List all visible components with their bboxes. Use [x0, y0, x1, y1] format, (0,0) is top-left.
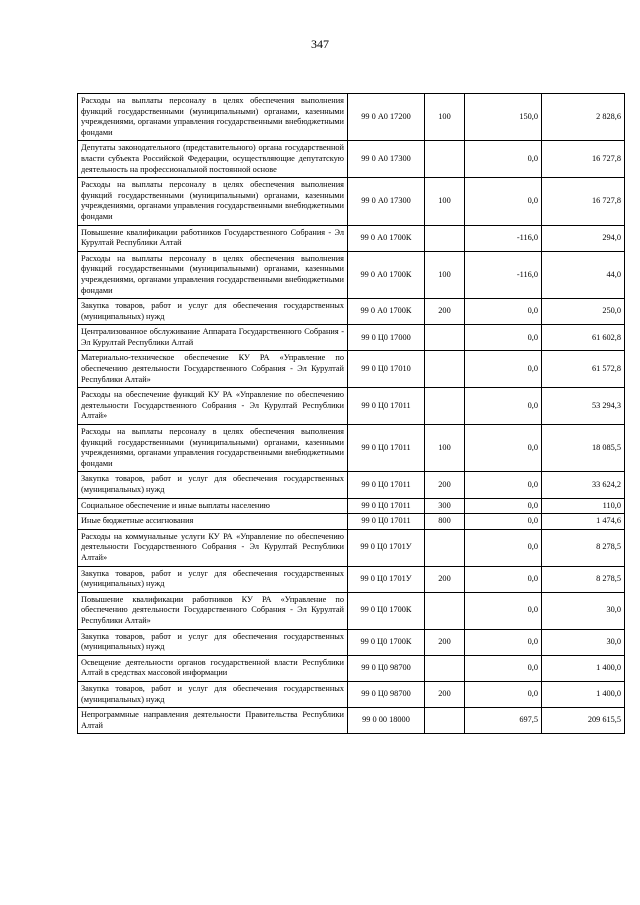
table-row	[78, 514, 625, 530]
row-total-amount-cell: 250,0	[542, 299, 625, 325]
table-row	[78, 178, 625, 225]
row-code-cell: 99 0 А0 1700К	[348, 251, 425, 298]
row-code-cell: 99 0 А0 17300	[348, 178, 425, 225]
row-expense-type-cell	[425, 351, 465, 388]
row-code-cell: 99 0 Ц0 98700	[348, 655, 425, 681]
row-code-cell: 99 0 Ц0 17011	[348, 514, 425, 530]
row-expense-type-cell	[425, 529, 465, 566]
row-change-amount-cell: 0,0	[465, 351, 542, 388]
row-change-amount-cell: 0,0	[465, 178, 542, 225]
row-total-amount-cell: 33 624,2	[542, 472, 625, 498]
row-name-cell: Закупка товаров, работ и услуг для обеспечения государственных (муниципальных) нужд	[78, 681, 348, 707]
row-expense-type-cell	[425, 592, 465, 629]
table-row	[78, 351, 625, 388]
row-total-amount-cell: 110,0	[542, 498, 625, 514]
row-name-cell: Освещение деятельности органов государственной власти Республики Алтай в средствах массовой информации	[78, 655, 348, 681]
row-code-cell: 99 0 Ц0 17010	[348, 351, 425, 388]
row-name-cell: Централизованное обслуживание Аппарата Государственного Собрания - Эл Курултай Республики Алтай	[78, 325, 348, 351]
row-change-amount-cell: 697,5	[465, 708, 542, 734]
row-change-amount-cell: -116,0	[465, 251, 542, 298]
row-change-amount-cell: 0,0	[465, 299, 542, 325]
row-total-amount-cell: 30,0	[542, 629, 625, 655]
table-row	[78, 529, 625, 566]
row-expense-type-cell: 100	[425, 251, 465, 298]
row-change-amount-cell: 0,0	[465, 529, 542, 566]
row-expense-type-cell: 200	[425, 629, 465, 655]
row-name-cell: Расходы на обеспечение функций КУ РА «Управление по обеспечению деятельности Государственного Собрания - Эл Курултай Республики Алтай»	[78, 388, 348, 425]
table-row	[78, 325, 625, 351]
row-code-cell: 99 0 Ц0 1700К	[348, 592, 425, 629]
row-total-amount-cell: 8 278,5	[542, 566, 625, 592]
row-total-amount-cell: 16 727,8	[542, 178, 625, 225]
row-change-amount-cell: 0,0	[465, 325, 542, 351]
row-expense-type-cell: 300	[425, 498, 465, 514]
row-name-cell: Непрограммные направления деятельности Правительства Республики Алтай	[78, 708, 348, 734]
table-row	[78, 629, 625, 655]
table-row	[78, 94, 625, 141]
row-expense-type-cell	[425, 708, 465, 734]
row-code-cell: 99 0 Ц0 17011	[348, 425, 425, 472]
row-expense-type-cell	[425, 325, 465, 351]
row-name-cell: Расходы на выплаты персоналу в целях обеспечения выполнения функций государственными (муниципальными) органами, казенными учреждениями, органами управления государственными внебюджетными фондами	[78, 94, 348, 141]
page-number: 347	[311, 37, 329, 51]
table-row	[78, 472, 625, 498]
row-code-cell: 99 0 А0 17200	[348, 94, 425, 141]
row-name-cell: Депутаты законодательного (представительного) органа государственной власти субъекта Российской Федерации, осуществляющие депутатскую деятельность на профессиональной постоянной основе	[78, 141, 348, 178]
row-change-amount-cell: 0,0	[465, 425, 542, 472]
row-expense-type-cell	[425, 141, 465, 178]
table-row	[78, 655, 625, 681]
row-name-cell: Иные бюджетные ассигнования	[78, 514, 348, 530]
row-change-amount-cell: 0,0	[465, 514, 542, 530]
row-change-amount-cell: 150,0	[465, 94, 542, 141]
row-expense-type-cell: 200	[425, 681, 465, 707]
row-change-amount-cell: -116,0	[465, 225, 542, 251]
row-total-amount-cell: 2 828,6	[542, 94, 625, 141]
row-code-cell: 99 0 А0 17300	[348, 141, 425, 178]
row-change-amount-cell: 0,0	[465, 566, 542, 592]
table-row	[78, 141, 625, 178]
table-row	[78, 251, 625, 298]
row-code-cell: 99 0 Ц0 1700К	[348, 629, 425, 655]
row-code-cell: 99 0 Ц0 1701У	[348, 566, 425, 592]
row-change-amount-cell: 0,0	[465, 472, 542, 498]
table-row	[78, 425, 625, 472]
table-row	[78, 388, 625, 425]
row-total-amount-cell: 8 278,5	[542, 529, 625, 566]
row-total-amount-cell: 1 400,0	[542, 655, 625, 681]
row-total-amount-cell: 18 085,5	[542, 425, 625, 472]
row-name-cell: Расходы на выплаты персоналу в целях обеспечения выполнения функций государственными (муниципальными) органами, казенными учреждениями, органами управления государственными внебюджетными фондами	[78, 251, 348, 298]
row-total-amount-cell: 1 474,6	[542, 514, 625, 530]
row-total-amount-cell: 16 727,8	[542, 141, 625, 178]
row-change-amount-cell: 0,0	[465, 655, 542, 681]
row-expense-type-cell: 800	[425, 514, 465, 530]
table-row	[78, 708, 625, 734]
row-expense-type-cell	[425, 655, 465, 681]
row-name-cell: Закупка товаров, работ и услуг для обеспечения государственных (муниципальных) нужд	[78, 299, 348, 325]
row-total-amount-cell: 1 400,0	[542, 681, 625, 707]
row-name-cell: Повышение квалификации работников КУ РА «Управление по обеспечению деятельности Государственного Собрания - Эл Курултай Республики Алтай»	[78, 592, 348, 629]
row-name-cell: Закупка товаров, работ и услуг для обеспечения государственных (муниципальных) нужд	[78, 629, 348, 655]
row-expense-type-cell: 100	[425, 94, 465, 141]
row-code-cell: 99 0 Ц0 17000	[348, 325, 425, 351]
row-expense-type-cell: 200	[425, 566, 465, 592]
row-name-cell: Материально-техническое обеспечение КУ РА «Управление по обеспечению деятельности Государственного Собрания - Эл Курултай Республики Алтай»	[78, 351, 348, 388]
table-row	[78, 592, 625, 629]
row-code-cell: 99 0 00 18000	[348, 708, 425, 734]
row-total-amount-cell: 294,0	[542, 225, 625, 251]
row-code-cell: 99 0 А0 1700К	[348, 299, 425, 325]
row-name-cell: Расходы на выплаты персоналу в целях обеспечения выполнения функций государственными (муниципальными) органами, казенными учреждениями, органами управления государственными внебюджетными фондами	[78, 178, 348, 225]
budget-table-body	[78, 94, 625, 734]
table-row	[78, 681, 625, 707]
row-code-cell: 99 0 А0 1700К	[348, 225, 425, 251]
row-total-amount-cell: 30,0	[542, 592, 625, 629]
row-expense-type-cell	[425, 225, 465, 251]
row-expense-type-cell: 200	[425, 472, 465, 498]
row-name-cell: Закупка товаров, работ и услуг для обеспечения государственных (муниципальных) нужд	[78, 566, 348, 592]
row-expense-type-cell: 100	[425, 178, 465, 225]
row-code-cell: 99 0 Ц0 98700	[348, 681, 425, 707]
row-change-amount-cell: 0,0	[465, 592, 542, 629]
row-expense-type-cell	[425, 388, 465, 425]
row-total-amount-cell: 44,0	[542, 251, 625, 298]
row-change-amount-cell: 0,0	[465, 388, 542, 425]
row-change-amount-cell: 0,0	[465, 141, 542, 178]
row-name-cell: Социальное обеспечение и иные выплаты населению	[78, 498, 348, 514]
row-expense-type-cell: 200	[425, 299, 465, 325]
table-row	[78, 299, 625, 325]
row-code-cell: 99 0 Ц0 17011	[348, 498, 425, 514]
table-row	[78, 566, 625, 592]
row-name-cell: Расходы на выплаты персоналу в целях обеспечения выполнения функций государственными (муниципальными) органами, казенными учреждениями, органами управления государственными внебюджетными фондами	[78, 425, 348, 472]
row-name-cell: Закупка товаров, работ и услуг для обеспечения государственных (муниципальных) нужд	[78, 472, 348, 498]
row-change-amount-cell: 0,0	[465, 498, 542, 514]
row-expense-type-cell: 100	[425, 425, 465, 472]
row-total-amount-cell: 61 572,8	[542, 351, 625, 388]
budget-table	[77, 93, 625, 734]
row-total-amount-cell: 209 615,5	[542, 708, 625, 734]
row-total-amount-cell: 53 294,3	[542, 388, 625, 425]
row-change-amount-cell: 0,0	[465, 681, 542, 707]
row-name-cell: Расходы на коммунальные услуги КУ РА «Управление по обеспечению деятельности Государственного Собрания - Эл Курултай Республики Алтай»	[78, 529, 348, 566]
row-name-cell: Повышение квалификации работников Государственного Собрания - Эл Курултай Республики Алтай	[78, 225, 348, 251]
table-row	[78, 225, 625, 251]
row-code-cell: 99 0 Ц0 17011	[348, 472, 425, 498]
row-code-cell: 99 0 Ц0 17011	[348, 388, 425, 425]
row-change-amount-cell: 0,0	[465, 629, 542, 655]
table-row	[78, 498, 625, 514]
row-total-amount-cell: 61 602,8	[542, 325, 625, 351]
row-code-cell: 99 0 Ц0 1701У	[348, 529, 425, 566]
